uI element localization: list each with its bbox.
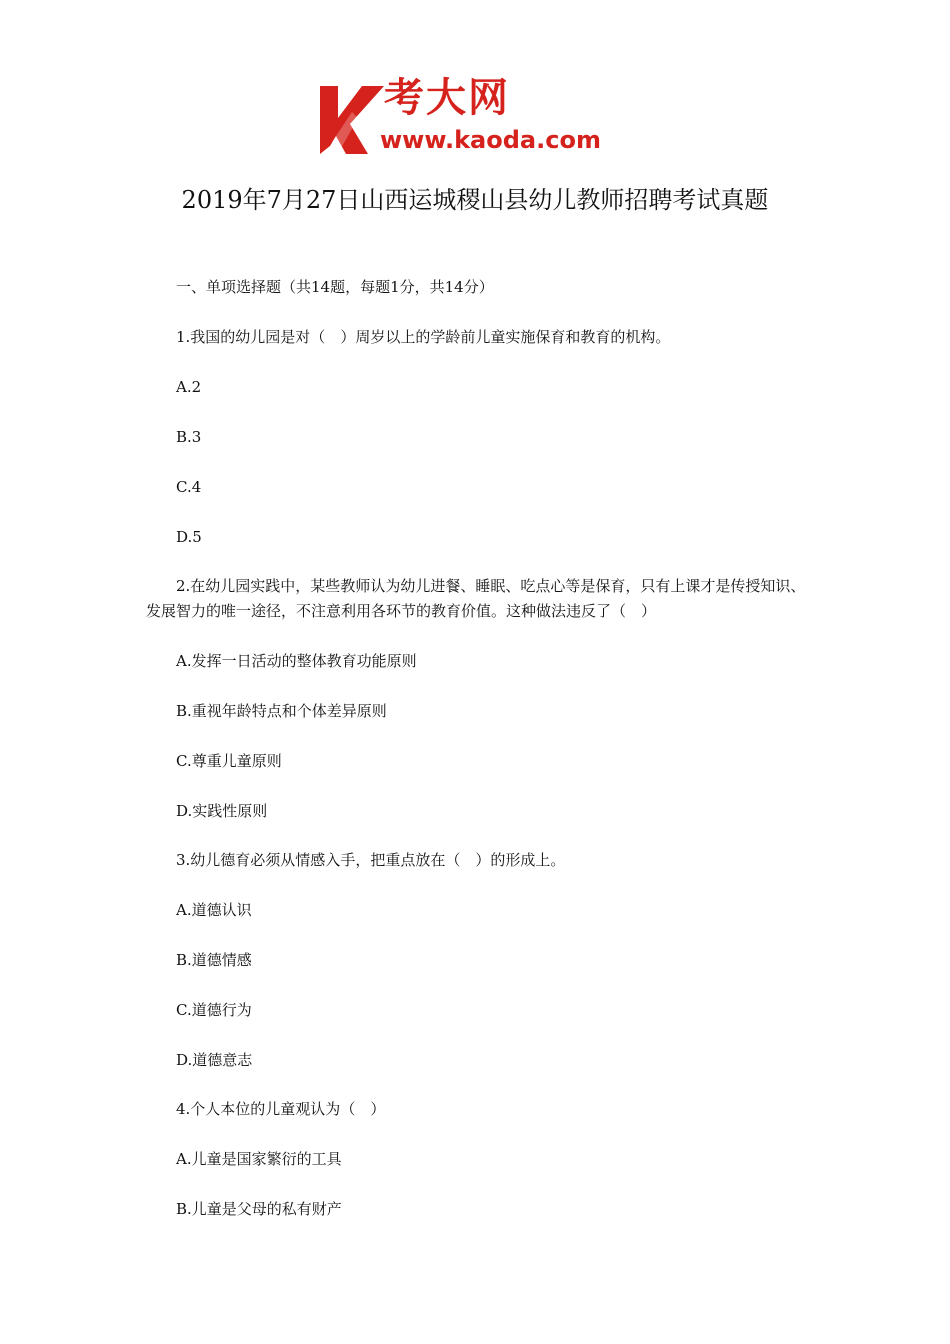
answer-option: B.儿童是父母的私有财产 [176,1200,342,1218]
question-stem: 2.在幼儿园实践中，某些教师认为幼儿进餐、睡眠、吃点心等是保育，只有上课才是传授知识、发展智力的唯一途径，不注意利用各环节的教育价值。这种做法违反了（ ） [146,577,806,620]
answer-option: A.发挥一日活动的整体教育功能原则 [176,652,417,670]
answer-option: A.儿童是国家繁衍的工具 [176,1150,342,1168]
answer-option: B.道德情感 [176,951,252,969]
question-stem: 1.我国的幼儿园是对（ ）周岁以上的学龄前儿童实施保育和教育的机构。 [176,328,671,346]
answer-option: B.3 [176,428,202,446]
section-heading: 一、单项选择题（共14题，每题1分，共14分） [176,278,494,296]
kaoda-logo [318,75,638,160]
answer-option: C.尊重儿童原则 [176,752,282,770]
answer-option: A.2 [176,378,202,396]
answer-option: C.道德行为 [176,1001,252,1019]
answer-option: D.5 [176,528,202,546]
page-title: 2019年7月27日山西运城稷山县幼儿教师招聘考试真题 [181,186,769,214]
logo-brand-name: 考大网 [384,75,510,121]
answer-option: C.4 [176,478,202,496]
answer-option: A.道德认识 [176,901,252,919]
answer-option: D.实践性原则 [176,802,268,820]
answer-option: B.重视年龄特点和个体差异原则 [176,702,387,720]
question-stem: 3.幼儿德育必须从情感入手，把重点放在（ ）的形成上。 [176,851,566,869]
logo-url: www.kaoda.com [380,126,601,154]
question-stem: 4.个人本位的儿童观认为（ ） [176,1100,386,1118]
answer-option: D.道德意志 [176,1051,253,1069]
